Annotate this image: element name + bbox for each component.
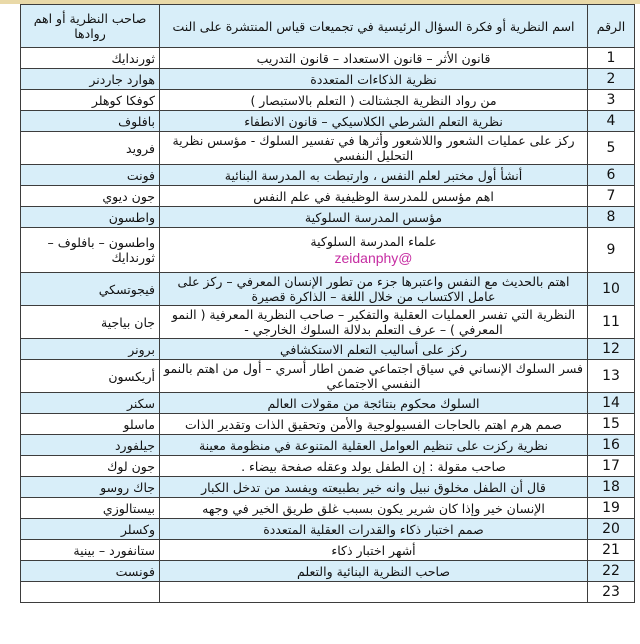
row-names: بافلوف: [21, 111, 160, 132]
row-names: جون ديوي: [21, 186, 160, 207]
row-number: 23: [588, 582, 635, 603]
row-number: 11: [588, 306, 635, 339]
row-theory: أشهر اختبار ذكاء: [160, 540, 588, 561]
row-number: 8: [588, 207, 635, 228]
row-names: جان بياجية: [21, 306, 160, 339]
row-theory: من رواد النظرية الجشتالت ( التعلم بالاستبصار ): [160, 90, 588, 111]
table-row: [21, 90, 635, 111]
row-names: بيستالوزي: [21, 498, 160, 519]
row-theory: صاحب النظرية البنائية والتعلم: [160, 561, 588, 582]
row-theory: نظرية ركزت على تنظيم العوامل العقلية المتنوعة في منظومة معينة: [160, 435, 588, 456]
row-theory: اهم مؤسس للمدرسة الوظيفية في علم النفس: [160, 186, 588, 207]
table-row: [21, 477, 635, 498]
row-number: 6: [588, 165, 635, 186]
row-number: 14: [588, 393, 635, 414]
table-row: [21, 414, 635, 435]
row-theory: الإنسان خير وإذا كان شرير يكون بسبب غلق طريق الخير في وجهه: [160, 498, 588, 519]
table-row: [21, 165, 635, 186]
row-number: 18: [588, 477, 635, 498]
row-theory: صمم هرم اهتم بالحاجات الفسيولوجية والأمن وتحقيق الذات وتقدير الذات: [160, 414, 588, 435]
table-row: [21, 69, 635, 90]
row-number: 12: [588, 339, 635, 360]
table-row: [21, 456, 635, 477]
row-theory: أنشأ أول مختبر لعلم النفس ، وارتبطت به المدرسة البنائية: [160, 165, 588, 186]
row-theory: نظرية الذكاءات المتعددة: [160, 69, 588, 90]
row-names: هوارد جاردنر: [21, 69, 160, 90]
row-names: جيلفورد: [21, 435, 160, 456]
row-theory-cell: [160, 228, 588, 273]
row-theory: النظرية التي تفسر العمليات العقلية والتفكير – صاحب النظرية المعرفية ( النمو المعرفي ) – عرف التعلم بدلالة السلوك الخارجي -: [160, 306, 588, 339]
row-number: 3: [588, 90, 635, 111]
row-theory: فسر السلوك الإنساني في سياق اجتماعي ضمن اطار أسري – أول من اهتم بالنمو النفسي الاجتماعي: [160, 360, 588, 393]
row-names: سكنر: [21, 393, 160, 414]
table-row: [21, 48, 635, 69]
row-number: 16: [588, 435, 635, 456]
row-names: ماسلو: [21, 414, 160, 435]
row-number: 21: [588, 540, 635, 561]
table-row: [21, 207, 635, 228]
row-number: 19: [588, 498, 635, 519]
row-names: أريكسون: [21, 360, 160, 393]
row-number: 20: [588, 519, 635, 540]
row-names: جون لوك: [21, 456, 160, 477]
table-row: [21, 306, 635, 339]
row-theory: قال أن الطفل مخلوق نبيل وانه خير بطبيعته ويفسد من تدخل الكبار: [160, 477, 588, 498]
watermark-handle: @zeidanphy: [334, 250, 413, 266]
row-names: وكسلر: [21, 519, 160, 540]
table-row: [21, 273, 635, 306]
table-row: [21, 186, 635, 207]
row-names: [21, 582, 160, 603]
row-number: 10: [588, 273, 635, 306]
table-row: [21, 339, 635, 360]
row-theory: قانون الأثر – قانون الاستعداد – قانون التدريب: [160, 48, 588, 69]
table-row: [21, 228, 635, 273]
table-row: [21, 360, 635, 393]
row-theory: علماء المدرسة السلوكية: [310, 234, 437, 249]
row-theory: صاحب مقولة : إن الطفل يولد وعقله صفحة بيضاء .: [160, 456, 588, 477]
theories-table: [20, 4, 635, 603]
row-theory: السلوك محكوم بنتائجة من مقولات العالم: [160, 393, 588, 414]
table-row: [21, 132, 635, 165]
header-number: الرقم: [588, 5, 635, 48]
row-number: 2: [588, 69, 635, 90]
row-names: ثورندايك: [21, 48, 160, 69]
table-row: [21, 498, 635, 519]
table-row: [21, 561, 635, 582]
row-number: 5: [588, 132, 635, 165]
row-number: 13: [588, 360, 635, 393]
row-theory: مؤسس المدرسة السلوكية: [160, 207, 588, 228]
row-theory: اهتم بالحديث مع النفس واعتبرها جزء من تطور الإنسان المعرفي – ركز على عامل الاكتساب من خلال اللغة – الذاكرة قصيرة: [160, 273, 588, 306]
table-row: [21, 111, 635, 132]
table-row: [21, 435, 635, 456]
row-theory: ركز على عمليات الشعور واللاشعور وأثرها في تفسير السلوك - مؤسس نظرية التحليل النفسي: [160, 132, 588, 165]
table-row: [21, 582, 635, 603]
row-number: 9: [588, 228, 635, 273]
header-names: صاحب النظرية أو اهم روادها: [21, 5, 160, 48]
row-names: برونر: [21, 339, 160, 360]
row-names: واطسون: [21, 207, 160, 228]
header-theory: اسم النظرية أو فكرة السؤال الرئيسية في تجميعات قياس المنتشرة على النت: [160, 5, 588, 48]
row-names: ستانفورد – بينية: [21, 540, 160, 561]
row-number: 15: [588, 414, 635, 435]
row-names: واطسون – بافلوف – ثورندايك: [21, 228, 160, 273]
row-theory: صمم اختبار ذكاء والقدرات العقلية المتعددة: [160, 519, 588, 540]
row-names: فيجوتسكي: [21, 273, 160, 306]
table-header-row: [21, 5, 635, 48]
row-names: جاك روسو: [21, 477, 160, 498]
row-theory: ركز على أساليب التعلم الاستكشافي: [160, 339, 588, 360]
row-names: كوفكا كوهلر: [21, 90, 160, 111]
row-number: 4: [588, 111, 635, 132]
row-number: 7: [588, 186, 635, 207]
row-names: فونست: [21, 561, 160, 582]
table-row: [21, 519, 635, 540]
table-sheet: [5, 4, 635, 644]
row-theory: [160, 582, 588, 603]
row-names: فونت: [21, 165, 160, 186]
row-names: فرويد: [21, 132, 160, 165]
row-number: 17: [588, 456, 635, 477]
table-row: [21, 393, 635, 414]
row-theory: نظرية التعلم الشرطي الكلاسيكي – قانون الانطفاء: [160, 111, 588, 132]
table-row: [21, 540, 635, 561]
row-number: 22: [588, 561, 635, 582]
row-number: 1: [588, 48, 635, 69]
